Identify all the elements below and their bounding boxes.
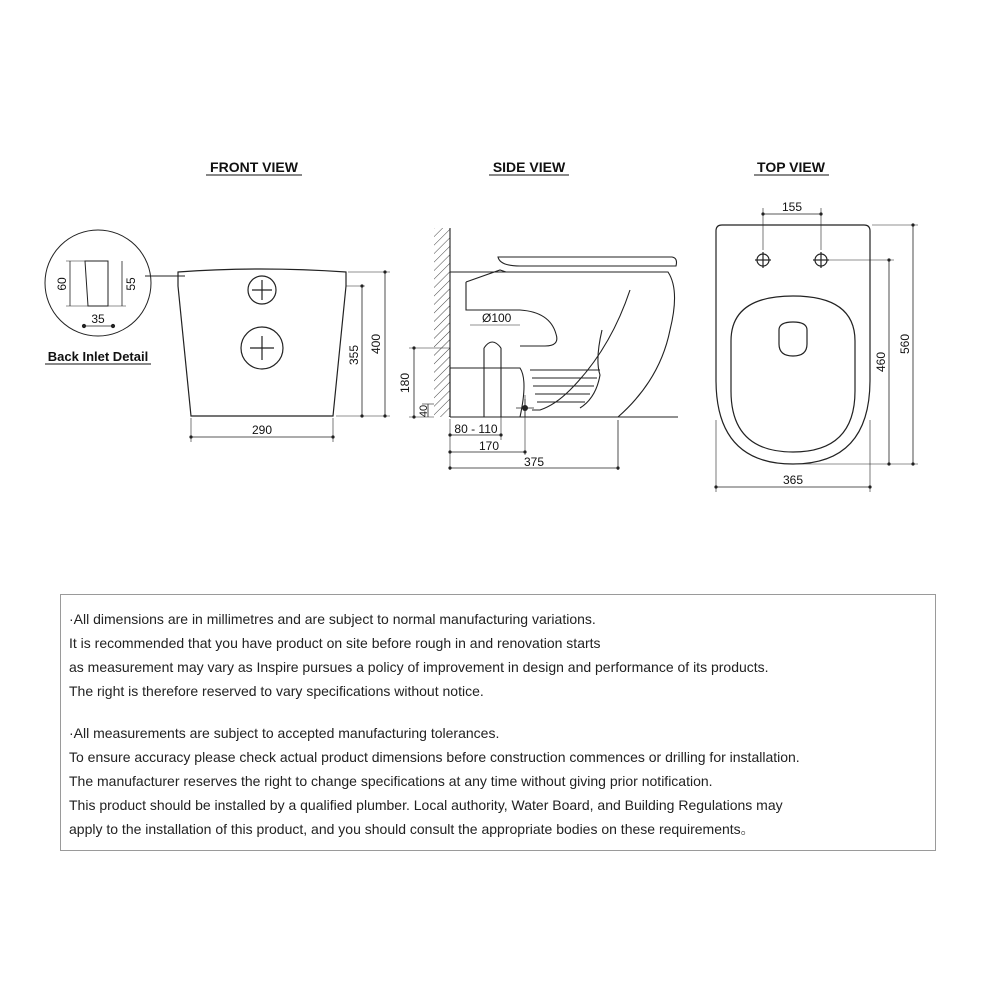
dim-inlet-55: 55	[124, 277, 138, 291]
dim-top-460: 460	[874, 351, 888, 373]
dim-side-40: 40	[418, 404, 430, 418]
note-line: It is recommended that you have product on site before rough in and renovation starts	[69, 635, 601, 651]
notes-box	[60, 594, 936, 851]
note-line: as measurement may vary as Inspire pursues a policy of improvement in design and performance of its products.	[69, 659, 769, 675]
dim-side-180: 180	[398, 372, 412, 394]
dim-front-355: 355	[347, 344, 361, 366]
dim-inlet-60: 60	[55, 277, 69, 291]
dim-side-d100: Ø100	[482, 311, 512, 325]
dim-side-375: 375	[523, 455, 545, 469]
back-inlet-label: Back Inlet Detail	[47, 349, 149, 364]
note-line: The right is therefore reserved to vary specifications without notice.	[69, 683, 484, 699]
side-view-title: SIDE VIEW	[492, 159, 566, 175]
dim-top-560: 560	[898, 333, 912, 355]
note-line: ·All measurements are subject to accepted manufacturing tolerances.	[69, 725, 500, 741]
dim-top-365: 365	[782, 473, 804, 487]
dim-top-155: 155	[781, 200, 803, 214]
note-line: This product should be installed by a qualified plumber. Local authority, Water Board, and Building Regulations may	[69, 797, 783, 813]
dim-front-400: 400	[369, 333, 383, 355]
note-line: The manufacturer reserves the right to change specifications at any time without giving prior notification.	[69, 773, 713, 789]
dim-side-80-110: 80 - 110	[454, 422, 498, 436]
top-view-title: TOP VIEW	[757, 159, 825, 175]
note-line: To ensure accuracy please check actual product dimensions before construction commences or drilling for installation.	[69, 749, 800, 765]
dim-inlet-35: 35	[91, 312, 105, 326]
top-view-drawing	[716, 208, 918, 492]
front-view-title: FRONT VIEW	[210, 159, 298, 175]
note-line: apply to the installation of this product, and you should consult the appropriate bodies on these requirements。	[69, 821, 755, 837]
note-line: ·All dimensions are in millimetres and are subject to normal manufacturing variations.	[69, 611, 596, 627]
dim-side-170: 170	[478, 439, 500, 453]
dim-front-290: 290	[251, 423, 273, 437]
